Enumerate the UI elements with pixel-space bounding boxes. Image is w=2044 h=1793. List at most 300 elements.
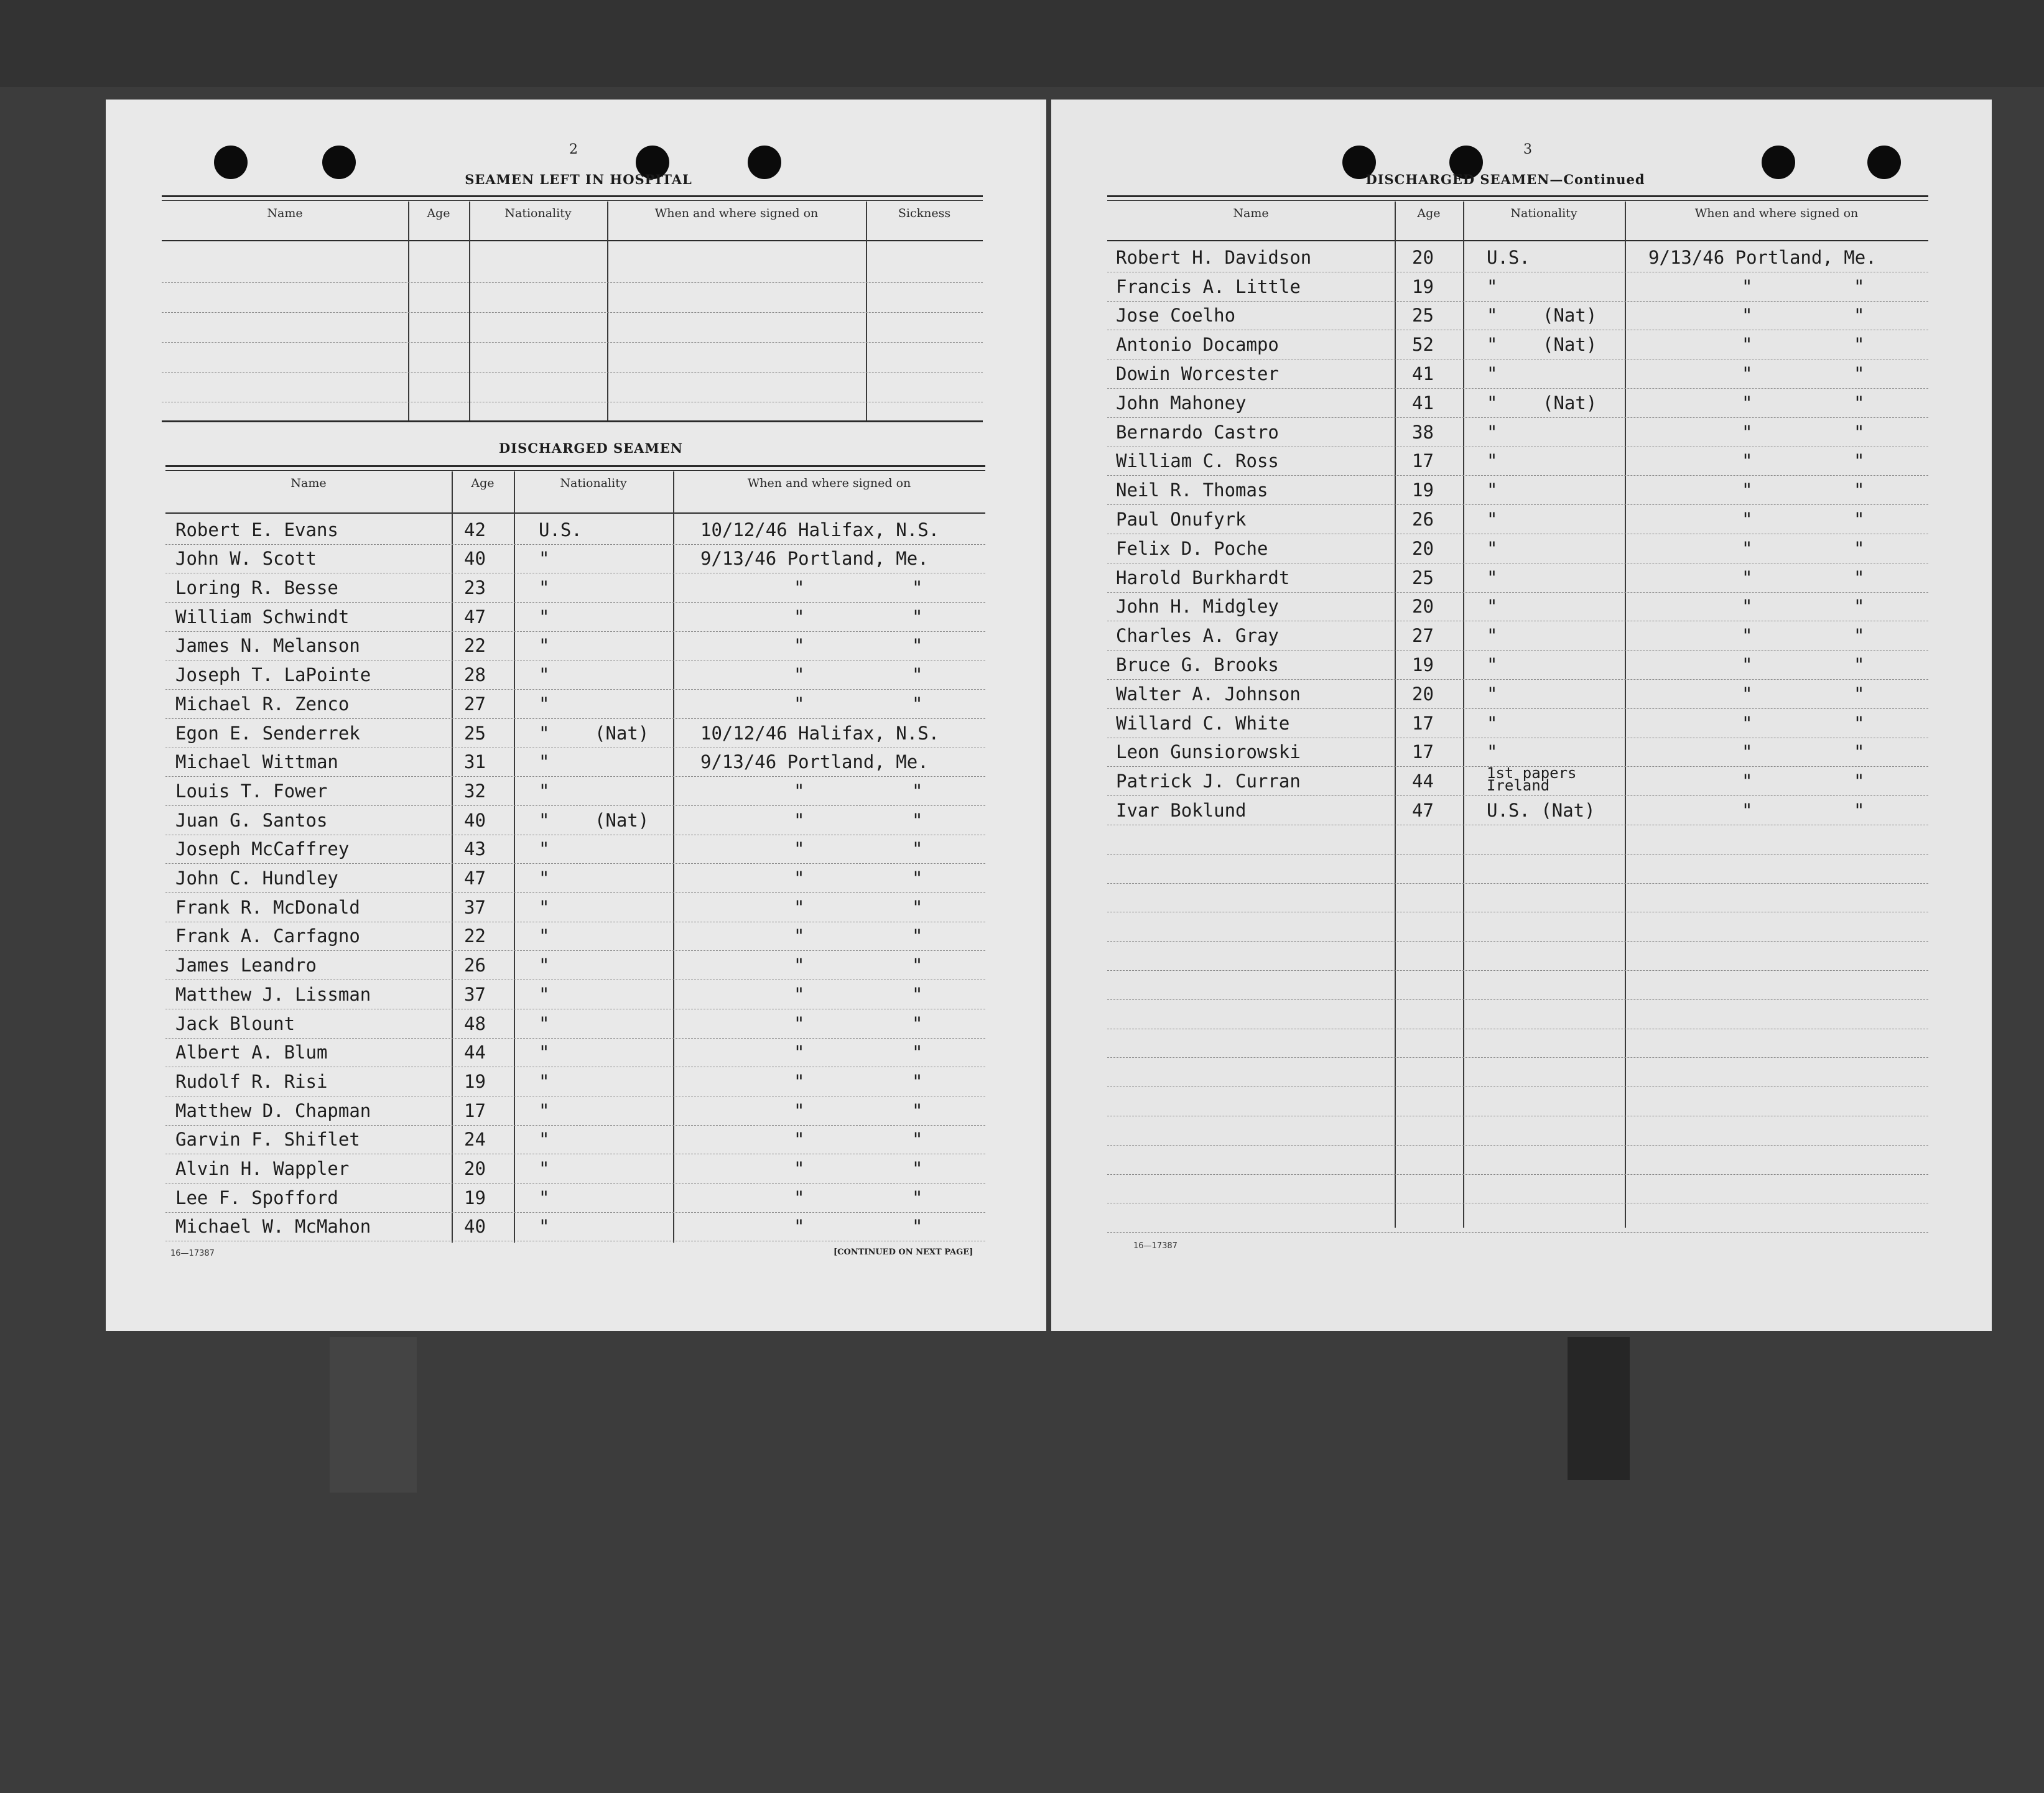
seaman-age: 41 [1412, 392, 1434, 414]
signed-on-date-place: 10/12/46 Halifax, N.S. [700, 722, 940, 744]
table-row [165, 573, 985, 603]
ditto-mark-date: " [1742, 567, 1753, 588]
ditto-mark-date: " [794, 664, 805, 686]
seaman-name: Bernardo Castro [1116, 421, 1279, 443]
seaman-age: 28 [464, 664, 486, 686]
empty-row [162, 284, 983, 313]
header-signed-on: When and where signed on [747, 476, 911, 490]
seaman-name: Neil R. Thomas [1116, 480, 1268, 501]
seaman-name: Francis A. Little [1116, 276, 1301, 297]
header-age: Age [1417, 206, 1441, 220]
ditto-mark-place: " [912, 896, 923, 918]
seaman-age: 37 [464, 983, 486, 1005]
header-rule [165, 512, 985, 514]
discharged-continued-table [1107, 195, 1928, 1228]
seaman-nationality: " [539, 1216, 550, 1238]
table-row [165, 892, 985, 922]
signed-on-date-place: 9/13/46 Portland, Me. [1648, 246, 1877, 268]
seaman-name: Michael W. McMahon [175, 1216, 371, 1238]
seaman-name: Walter A. Johnson [1116, 683, 1301, 705]
seaman-age: 25 [1412, 567, 1434, 588]
seaman-nationality: " [539, 838, 550, 860]
seaman-age: 20 [1412, 537, 1434, 559]
seaman-name: Patrick J. Curran [1116, 771, 1301, 792]
discharged-section-title: DISCHARGED SEAMEN [499, 440, 683, 456]
naturalized-note: (Nat) [1543, 392, 1597, 414]
ditto-mark-date: " [794, 1216, 805, 1238]
table-row [165, 1154, 985, 1184]
seaman-name: Matthew D. Chapman [175, 1100, 371, 1121]
ditto-mark-date: " [1742, 741, 1753, 763]
empty-row [1107, 1029, 1928, 1059]
naturalized-note: (Nat) [1543, 334, 1597, 356]
punch-hole [214, 146, 248, 179]
seaman-nationality: " [1487, 596, 1498, 618]
ditto-mark-place: " [1854, 450, 1865, 472]
seaman-nationality: " [539, 606, 550, 628]
ditto-mark-date: " [1742, 683, 1753, 705]
continued-note: [CONTINUED ON NEXT PAGE] [834, 1248, 973, 1257]
seaman-name: Jose Coelho [1116, 305, 1236, 327]
empty-row [1107, 1057, 1928, 1087]
seaman-name: Juan G. Santos [175, 809, 328, 831]
seaman-name: Lee F. Spofford [175, 1187, 338, 1208]
seaman-nationality: " [539, 751, 550, 773]
table-row [1107, 359, 1928, 389]
seaman-age: 23 [464, 577, 486, 599]
punch-hole [748, 146, 781, 179]
table-row [1107, 563, 1928, 593]
seaman-age: 17 [464, 1100, 486, 1121]
empty-row [162, 343, 983, 373]
table-row [165, 1096, 985, 1126]
seaman-nationality: " [539, 635, 550, 657]
header-rule [1107, 240, 1928, 241]
seaman-name: Michael R. Zenco [175, 693, 350, 715]
seaman-age: 25 [464, 722, 486, 744]
table-row [165, 835, 985, 864]
seaman-name: Paul Onufyrk [1116, 508, 1247, 530]
seaman-name: Louis T. Fower [175, 780, 328, 802]
signed-on-date-place: 9/13/46 Portland, Me. [700, 548, 929, 570]
seaman-nationality: " [539, 1158, 550, 1180]
seaman-nationality: " [539, 925, 550, 947]
scanner-background-band [1568, 1337, 1630, 1480]
ditto-mark-date: " [1742, 421, 1753, 443]
table-row [165, 922, 985, 952]
empty-row [162, 254, 983, 283]
seaman-name: Joseph T. LaPointe [175, 664, 371, 686]
seaman-nationality: " [1487, 683, 1498, 705]
right-page [1051, 100, 1992, 1331]
seaman-nationality: " [539, 896, 550, 918]
ditto-mark-place: " [912, 1216, 923, 1238]
ditto-mark-place: " [1854, 305, 1865, 327]
table-top-rule [165, 465, 985, 471]
ditto-mark-place: " [912, 1100, 923, 1121]
discharged-table [165, 465, 985, 1249]
table-row [165, 1212, 985, 1242]
seaman-age: 19 [1412, 654, 1434, 675]
seaman-age: 20 [1412, 246, 1434, 268]
seaman-age: 38 [1412, 421, 1434, 443]
seaman-nationality: " [539, 983, 550, 1005]
ditto-mark-date: " [794, 1158, 805, 1180]
seaman-age: 19 [464, 1070, 486, 1092]
seaman-nationality: " [539, 1012, 550, 1034]
table-row [165, 689, 985, 719]
seaman-name: Dowin Worcester [1116, 363, 1279, 384]
seaman-age: 40 [464, 809, 486, 831]
empty-row [1107, 1116, 1928, 1146]
left-page [106, 100, 1046, 1331]
empty-row [1107, 854, 1928, 884]
empty-row [1107, 912, 1928, 942]
seaman-name: Harold Burkhardt [1116, 567, 1290, 588]
table-row [1107, 679, 1928, 709]
seaman-nationality: " [539, 548, 550, 570]
seaman-age: 19 [1412, 276, 1434, 297]
ditto-mark-date: " [1742, 508, 1753, 530]
ditto-mark-place: " [1854, 625, 1865, 647]
seaman-age: 40 [464, 548, 486, 570]
ditto-mark-date: " [794, 635, 805, 657]
table-row [165, 544, 985, 574]
table-row [165, 602, 985, 632]
table-row [165, 1125, 985, 1155]
punch-hole [1762, 146, 1795, 179]
ditto-mark-place: " [912, 635, 923, 657]
ditto-mark-date: " [794, 896, 805, 918]
table-row [1107, 621, 1928, 651]
table-row [165, 776, 985, 806]
ditto-mark-date: " [1742, 799, 1753, 821]
seaman-age: 25 [1412, 305, 1434, 327]
seaman-age: 48 [464, 1012, 486, 1034]
ditto-mark-place: " [912, 1187, 923, 1208]
ditto-mark-place: " [912, 1070, 923, 1092]
ditto-mark-date: " [1742, 654, 1753, 675]
ditto-mark-date: " [794, 1187, 805, 1208]
seaman-name: Garvin F. Shiflet [175, 1129, 360, 1151]
seaman-age: 26 [464, 955, 486, 976]
table-row [1107, 272, 1928, 302]
seaman-name: James N. Melanson [175, 635, 360, 657]
ditto-mark-place: " [1854, 508, 1865, 530]
seaman-name: Leon Gunsiorowski [1116, 741, 1301, 763]
scanner-background-top [0, 0, 2044, 87]
empty-row [1107, 999, 1928, 1029]
hospital-section-title: SEAMEN LEFT IN HOSPITAL [465, 172, 692, 187]
seaman-nationality: " [1487, 537, 1498, 559]
ditto-mark-date: " [794, 1070, 805, 1092]
ditto-mark-date: " [794, 693, 805, 715]
discharged-continued-title: DISCHARGED SEAMEN—Continued [1365, 172, 1645, 187]
seaman-age: 32 [464, 780, 486, 802]
seaman-age: 17 [1412, 450, 1434, 472]
ditto-mark-place: " [1854, 421, 1865, 443]
table-row [1107, 301, 1928, 331]
ditto-mark-date: " [1742, 392, 1753, 414]
seaman-nationality: " [1487, 334, 1498, 356]
page-number: 3 [1523, 142, 1532, 157]
header-nationality: Nationality [504, 206, 572, 220]
form-code: 16—17387 [1133, 1241, 1178, 1251]
table-row [165, 1183, 985, 1213]
empty-row [1107, 883, 1928, 913]
seaman-name: Joseph McCaffrey [175, 838, 350, 860]
header-sickness: Sickness [898, 206, 951, 220]
header-nationality: Nationality [560, 476, 627, 490]
seaman-age: 37 [464, 896, 486, 918]
ditto-mark-place: " [1854, 771, 1865, 792]
ditto-mark-place: " [1854, 712, 1865, 734]
seaman-age: 22 [464, 635, 486, 657]
seaman-name: Charles A. Gray [1116, 625, 1279, 647]
empty-row [1107, 1174, 1928, 1204]
ditto-mark-place: " [912, 868, 923, 889]
seaman-age: 40 [464, 1216, 486, 1238]
ditto-mark-place: " [1854, 654, 1865, 675]
table-top-rule [162, 195, 983, 201]
header-name: Name [267, 206, 303, 220]
ditto-mark-place: " [912, 838, 923, 860]
ditto-mark-date: " [794, 983, 805, 1005]
form-code: 16—17387 [170, 1249, 215, 1258]
ditto-mark-date: " [1742, 625, 1753, 647]
table-row [1107, 388, 1928, 418]
table-row [165, 951, 985, 981]
table-row [1107, 475, 1928, 505]
seaman-age: 17 [1412, 741, 1434, 763]
empty-row [1107, 941, 1928, 971]
seaman-name: John Mahoney [1116, 392, 1247, 414]
table-bottom-rule [162, 420, 983, 422]
seaman-name: John W. Scott [175, 548, 317, 570]
table-row [165, 1067, 985, 1096]
table-row [1107, 534, 1928, 563]
ditto-mark-date: " [1742, 771, 1753, 792]
ditto-mark-date: " [794, 955, 805, 976]
ditto-mark-place: " [1854, 537, 1865, 559]
seaman-nationality: " [1487, 712, 1498, 734]
ditto-mark-date: " [794, 868, 805, 889]
ditto-mark-date: " [794, 925, 805, 947]
seaman-name: Loring R. Besse [175, 577, 338, 599]
table-top-rule [1107, 195, 1928, 201]
seaman-age: 19 [464, 1187, 486, 1208]
ditto-mark-date: " [1742, 363, 1753, 384]
seaman-nationality: " [1487, 625, 1498, 647]
seaman-name: Frank A. Carfagno [175, 925, 360, 947]
seaman-age: 19 [1412, 480, 1434, 501]
ditto-mark-date: " [1742, 450, 1753, 472]
table-row [1107, 766, 1928, 796]
ditto-mark-place: " [912, 983, 923, 1005]
table-row [1107, 592, 1928, 622]
seaman-nationality: " [539, 1070, 550, 1092]
seaman-name: Jack Blount [175, 1012, 295, 1034]
seaman-name: Willard C. White [1116, 712, 1290, 734]
ditto-mark-place: " [912, 955, 923, 976]
header-name: Name [1233, 206, 1269, 220]
signed-on-date-place: 10/12/46 Halifax, N.S. [700, 519, 940, 540]
scanner-background-band [330, 1337, 417, 1493]
seaman-age: 17 [1412, 712, 1434, 734]
ditto-mark-place: " [1854, 683, 1865, 705]
seaman-age: 44 [464, 1042, 486, 1063]
seaman-nationality: " [1487, 654, 1498, 675]
seaman-name: Michael Wittman [175, 751, 338, 773]
seaman-nationality: " [1487, 363, 1498, 384]
naturalized-note: (Nat) [595, 722, 649, 744]
table-row [165, 515, 985, 545]
signed-on-date-place: 9/13/46 Portland, Me. [700, 751, 929, 773]
ditto-mark-date: " [1742, 305, 1753, 327]
seaman-age: 42 [464, 519, 486, 540]
ditto-mark-date: " [1742, 480, 1753, 501]
seaman-nationality: " [539, 1100, 550, 1121]
ditto-mark-date: " [794, 1042, 805, 1063]
seaman-nationality: " [539, 868, 550, 889]
table-row [1107, 417, 1928, 447]
seaman-nationality: " [1487, 480, 1498, 501]
table-row [165, 863, 985, 893]
seaman-nationality: " [539, 1129, 550, 1151]
seaman-name: Egon E. Senderrek [175, 722, 360, 744]
table-row [1107, 708, 1928, 738]
seaman-age: 43 [464, 838, 486, 860]
empty-row [1107, 1203, 1928, 1233]
table-row [1107, 738, 1928, 767]
seaman-name: John H. Midgley [1116, 596, 1279, 618]
header-signed-on: When and where signed on [1694, 206, 1859, 220]
seaman-age: 22 [464, 925, 486, 947]
seaman-name: Matthew J. Lissman [175, 983, 371, 1005]
empty-row [1107, 825, 1928, 855]
seaman-name: Felix D. Poche [1116, 537, 1268, 559]
ditto-mark-date: " [794, 577, 805, 599]
punch-hole [322, 146, 356, 179]
ditto-mark-place: " [912, 1042, 923, 1063]
page-number: 2 [569, 142, 578, 157]
seaman-age: 47 [1412, 799, 1434, 821]
ditto-mark-place: " [912, 693, 923, 715]
empty-row [1107, 970, 1928, 1000]
seaman-nationality: " [539, 577, 550, 599]
table-row [165, 718, 985, 748]
seaman-nationality: " [1487, 305, 1498, 327]
seaman-name: Antonio Docampo [1116, 334, 1279, 356]
ditto-mark-place: " [1854, 480, 1865, 501]
table-row [165, 805, 985, 835]
seaman-nationality: " [539, 1187, 550, 1208]
seaman-nationality: U.S. [1487, 246, 1530, 268]
seaman-nationality: " [1487, 450, 1498, 472]
ditto-mark-place: " [1854, 799, 1865, 821]
table-row [165, 1038, 985, 1068]
seaman-nationality: " [539, 693, 550, 715]
ditto-mark-place: " [1854, 392, 1865, 414]
seaman-nationality: " [539, 722, 550, 744]
seaman-name: John C. Hundley [175, 868, 338, 889]
ditto-mark-place: " [912, 664, 923, 686]
ditto-mark-date: " [1742, 276, 1753, 297]
seaman-name: Frank R. McDonald [175, 896, 360, 918]
naturalized-note: (Nat) [1543, 305, 1597, 327]
table-row [1107, 447, 1928, 476]
ditto-mark-date: " [1742, 712, 1753, 734]
seaman-age: 27 [1412, 625, 1434, 647]
ditto-mark-place: " [912, 925, 923, 947]
seaman-name: William C. Ross [1116, 450, 1279, 472]
seaman-nationality: " [1487, 567, 1498, 588]
table-row [165, 660, 985, 690]
seaman-nationality: " [539, 955, 550, 976]
seaman-age: 20 [1412, 683, 1434, 705]
table-row [165, 748, 985, 777]
empty-row [162, 373, 983, 402]
seaman-name: Albert A. Blum [175, 1042, 328, 1063]
ditto-mark-date: " [794, 1012, 805, 1034]
table-row [165, 1009, 985, 1039]
seaman-nationality: " [539, 664, 550, 686]
ditto-mark-place: " [912, 1012, 923, 1034]
ditto-mark-place: " [912, 1158, 923, 1180]
seaman-nationality: " [1487, 421, 1498, 443]
seaman-age: 44 [1412, 771, 1434, 792]
table-row [1107, 504, 1928, 534]
seaman-name: Ivar Boklund [1116, 799, 1247, 821]
ditto-mark-date: " [794, 809, 805, 831]
table-row [165, 631, 985, 661]
ditto-mark-place: " [912, 577, 923, 599]
seaman-name: Alvin H. Wappler [175, 1158, 350, 1180]
ditto-mark-date: " [794, 838, 805, 860]
seaman-age: 52 [1412, 334, 1434, 356]
ditto-mark-date: " [1742, 334, 1753, 356]
table-row [165, 980, 985, 1009]
ditto-mark-place: " [1854, 334, 1865, 356]
table-row [1107, 243, 1928, 272]
ditto-mark-place: " [912, 809, 923, 831]
ditto-mark-place: " [912, 1129, 923, 1151]
header-signed-on: When and where signed on [654, 206, 819, 220]
seaman-nationality: U.S. (Nat) [1487, 799, 1596, 821]
naturalized-note: (Nat) [595, 809, 649, 831]
ditto-mark-date: " [794, 1129, 805, 1151]
seaman-name: Bruce G. Brooks [1116, 654, 1279, 675]
ditto-mark-place: " [1854, 741, 1865, 763]
empty-row [1107, 1145, 1928, 1175]
empty-row [1107, 1086, 1928, 1116]
header-nationality: Nationality [1510, 206, 1577, 220]
ditto-mark-place: " [1854, 596, 1865, 618]
ditto-mark-place: " [912, 780, 923, 802]
ditto-mark-place: " [912, 606, 923, 628]
seaman-nationality: " [1487, 276, 1498, 297]
header-rule [162, 240, 983, 241]
seaman-nationality: U.S. [539, 519, 582, 540]
punch-hole [1867, 146, 1901, 179]
seaman-nationality: 1st papers Ireland [1487, 764, 1577, 795]
ditto-mark-date: " [1742, 596, 1753, 618]
ditto-mark-place: " [1854, 363, 1865, 384]
seaman-nationality: " [539, 780, 550, 802]
seaman-nationality: " [1487, 508, 1498, 530]
seaman-name: Rudolf R. Risi [175, 1070, 328, 1092]
seaman-age: 27 [464, 693, 486, 715]
